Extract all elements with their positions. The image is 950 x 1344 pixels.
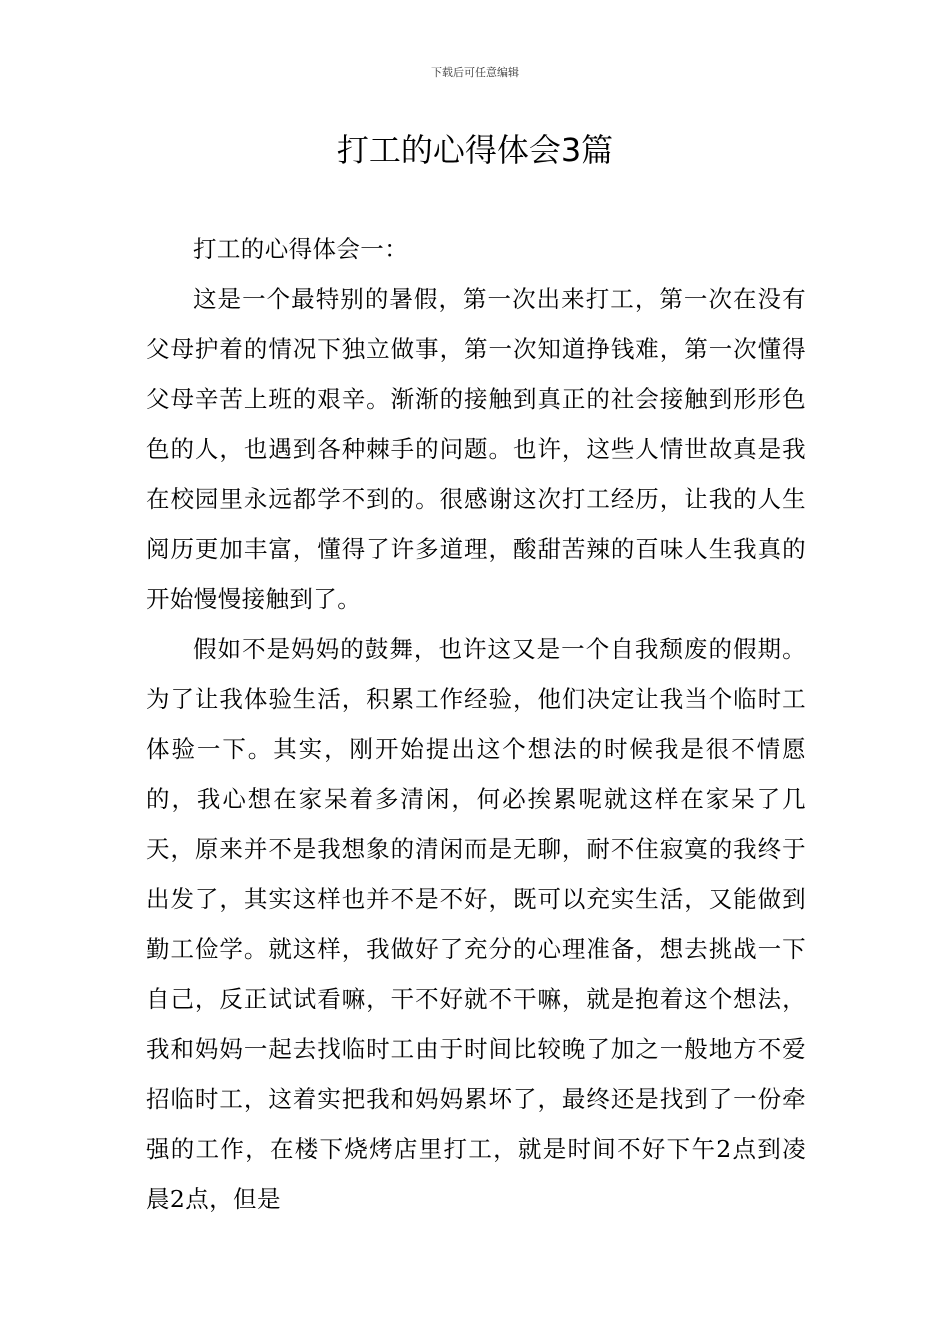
paragraph-1: 这是一个最特别的暑假，第一次出来打工，第一次在没有父母护着的情况下独立做事，第一次知道挣钱难，第一次懂得父母辛苦上班的艰辛。渐渐的接触到真正的社会接触到形形色色的人，也遇到各种棘手的问题。也许，这些人情世故真是我在校园里永远都学不到的。很感谢这次打工经历，让我的人生阅历更加丰富，懂得了许多道理，酸甜苦辣的百味人生我真的开始慢慢接触到了。 bbox=[146, 285, 806, 613]
header-note: 下载后可任意编辑 bbox=[431, 66, 519, 79]
document-body bbox=[146, 224, 806, 1224]
section-heading: 打工的心得体会一： bbox=[193, 235, 409, 263]
document-title: 打工的心得体会3篇 bbox=[336, 131, 614, 169]
paragraph-2: 假如不是妈妈的鼓舞，也许这又是一个自我颓废的假期。为了让我体验生活，积累工作经验，他们决定让我当个临时工体验一下。其实，刚开始提出这个想法的时候我是很不情愿的，我心想在家呆着多清闲，何必挨累呢就这样在家呆了几天，原来并不是我想象的清闲而是无聊，耐不住寂寞的我终于出发了，其实这样也并不是不好，既可以充实生活，又能做到勤工俭学。就这样，我做好了充分的心理准备，想去挑战一下自己，反正试试看嘛，干不好就不干嘛，就是抱着这个想法，我和妈妈一起去找临时工由于时间比较晚了加之一般地方不爱招临时工，这着实把我和妈妈累坏了，最终还是找到了一份牵强的工作，在楼下烧烤店里打工，就是时间不好下午2点到凌晨2点，但是 bbox=[146, 635, 806, 1213]
